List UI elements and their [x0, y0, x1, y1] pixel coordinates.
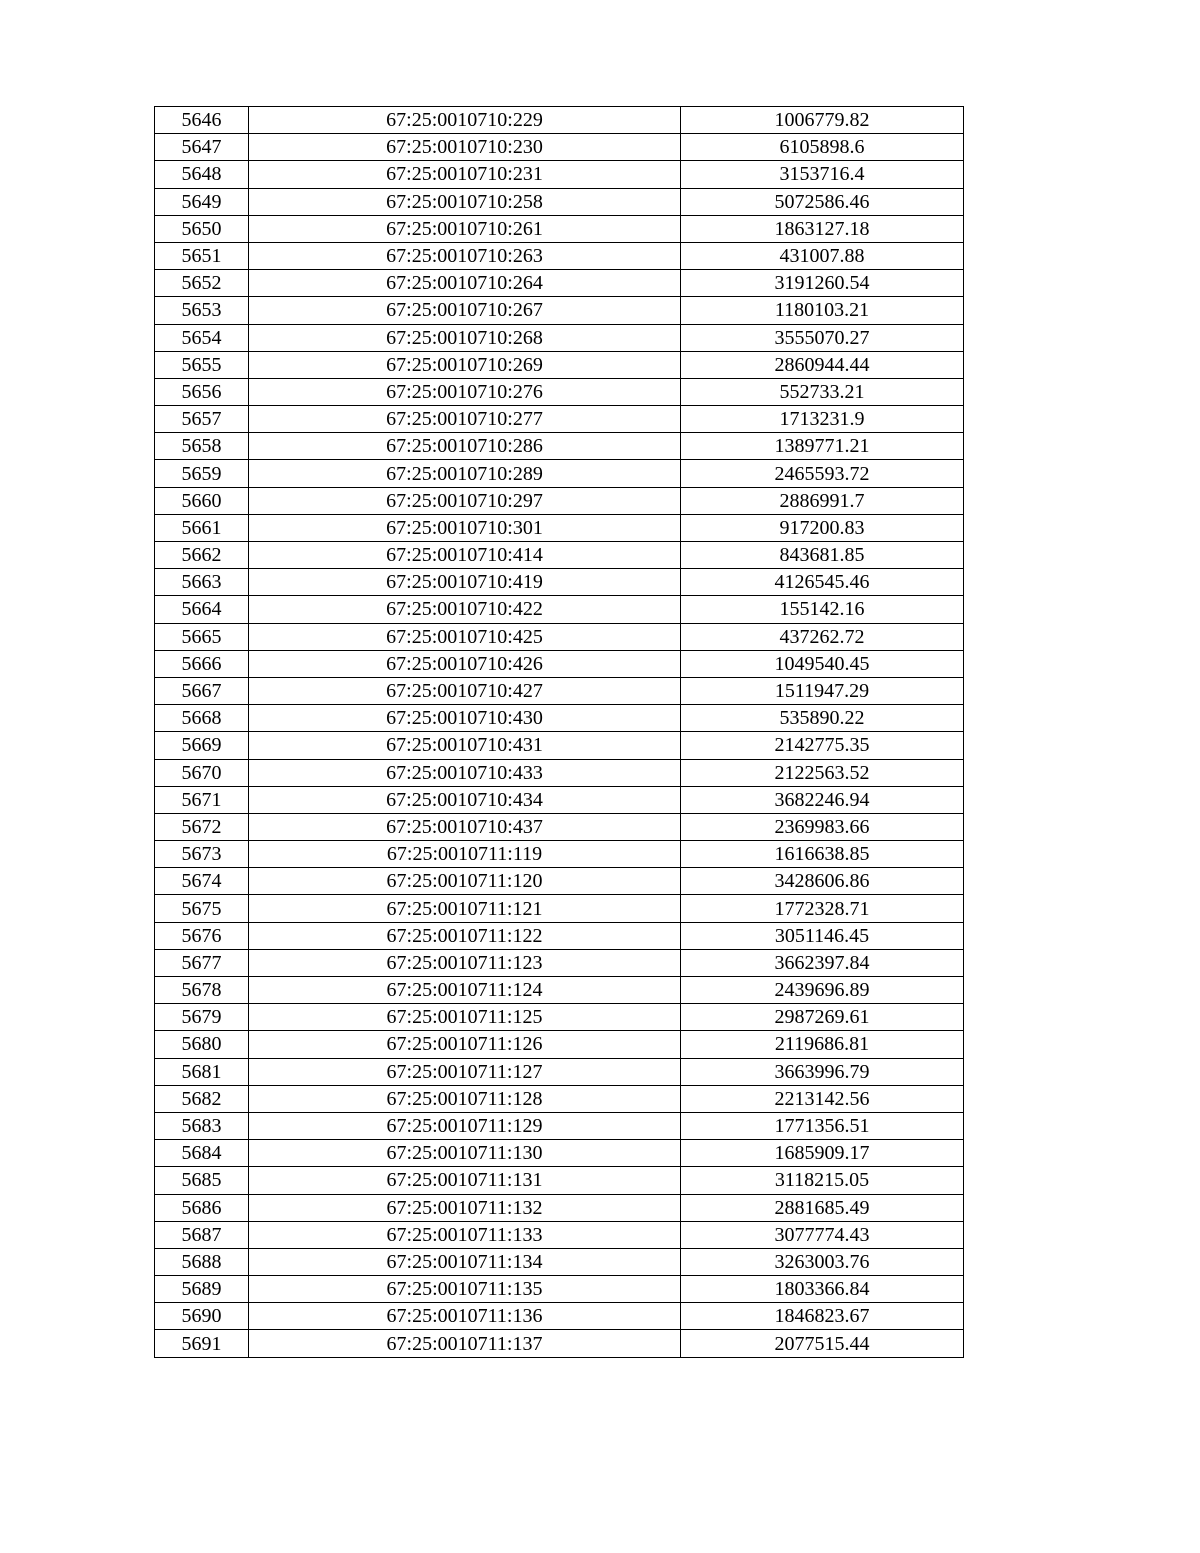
table-row	[155, 1085, 964, 1112]
cadastral-number-cell: 67:25:0010710:434	[249, 786, 681, 813]
cadastral-number-cell: 67:25:0010710:289	[249, 460, 681, 487]
row-number-cell: 5647	[155, 134, 249, 161]
row-number-cell: 5655	[155, 351, 249, 378]
value-cell: 3077774.43	[681, 1221, 964, 1248]
value-cell: 3191260.54	[681, 270, 964, 297]
cadastral-number-cell: 67:25:0010710:431	[249, 732, 681, 759]
value-cell: 3682246.94	[681, 786, 964, 813]
row-number-cell: 5661	[155, 514, 249, 541]
row-number-cell: 5674	[155, 868, 249, 895]
row-number-cell: 5684	[155, 1140, 249, 1167]
value-cell: 2860944.44	[681, 351, 964, 378]
row-number-cell: 5681	[155, 1058, 249, 1085]
cadastral-number-cell: 67:25:0010710:414	[249, 542, 681, 569]
value-cell: 3662397.84	[681, 949, 964, 976]
cadastral-number-cell: 67:25:0010711:123	[249, 949, 681, 976]
cadastral-number-cell: 67:25:0010710:419	[249, 569, 681, 596]
table-row	[155, 868, 964, 895]
value-cell: 1180103.21	[681, 297, 964, 324]
row-number-cell: 5688	[155, 1248, 249, 1275]
row-number-cell: 5667	[155, 677, 249, 704]
table-row	[155, 378, 964, 405]
table-row	[155, 542, 964, 569]
table-row	[155, 406, 964, 433]
table-row	[155, 351, 964, 378]
value-cell: 1006779.82	[681, 107, 964, 134]
cadastral-number-cell: 67:25:0010711:125	[249, 1004, 681, 1031]
row-number-cell: 5665	[155, 623, 249, 650]
value-cell: 1846823.67	[681, 1303, 964, 1330]
cadastral-number-cell: 67:25:0010711:122	[249, 922, 681, 949]
value-cell: 2142775.35	[681, 732, 964, 759]
cadastral-number-cell: 67:25:0010710:426	[249, 650, 681, 677]
table-row	[155, 324, 964, 351]
row-number-cell: 5678	[155, 977, 249, 1004]
value-cell: 2886991.7	[681, 487, 964, 514]
cadastral-number-cell: 67:25:0010710:269	[249, 351, 681, 378]
cadastral-number-cell: 67:25:0010710:230	[249, 134, 681, 161]
cadastral-number-cell: 67:25:0010711:129	[249, 1112, 681, 1139]
value-cell: 2369983.66	[681, 813, 964, 840]
table-row	[155, 270, 964, 297]
row-number-cell: 5682	[155, 1085, 249, 1112]
value-cell: 3118215.05	[681, 1167, 964, 1194]
table-row	[155, 895, 964, 922]
table-row	[155, 297, 964, 324]
value-cell: 3663996.79	[681, 1058, 964, 1085]
table-row	[155, 215, 964, 242]
table-row	[155, 677, 964, 704]
value-cell: 155142.16	[681, 596, 964, 623]
value-cell: 431007.88	[681, 242, 964, 269]
cadastral-number-cell: 67:25:0010710:258	[249, 188, 681, 215]
row-number-cell: 5649	[155, 188, 249, 215]
value-cell: 1803366.84	[681, 1276, 964, 1303]
value-cell: 2881685.49	[681, 1194, 964, 1221]
row-number-cell: 5671	[155, 786, 249, 813]
row-number-cell: 5666	[155, 650, 249, 677]
value-cell: 1389771.21	[681, 433, 964, 460]
row-number-cell: 5677	[155, 949, 249, 976]
row-number-cell: 5669	[155, 732, 249, 759]
table-row	[155, 433, 964, 460]
row-number-cell: 5680	[155, 1031, 249, 1058]
table-row	[155, 1194, 964, 1221]
table-row	[155, 786, 964, 813]
cadastral-number-cell: 67:25:0010710:261	[249, 215, 681, 242]
table-body	[155, 107, 964, 1358]
table-row	[155, 1330, 964, 1357]
table-row	[155, 596, 964, 623]
table-row	[155, 977, 964, 1004]
table-row	[155, 107, 964, 134]
row-number-cell: 5651	[155, 242, 249, 269]
table-row	[155, 949, 964, 976]
cadastral-number-cell: 67:25:0010710:263	[249, 242, 681, 269]
cadastral-number-cell: 67:25:0010710:437	[249, 813, 681, 840]
value-cell: 5072586.46	[681, 188, 964, 215]
cadastral-number-cell: 67:25:0010710:276	[249, 378, 681, 405]
table-row	[155, 487, 964, 514]
table-row	[155, 1031, 964, 1058]
cadastral-number-cell: 67:25:0010711:126	[249, 1031, 681, 1058]
cadastral-number-cell: 67:25:0010711:128	[249, 1085, 681, 1112]
row-number-cell: 5679	[155, 1004, 249, 1031]
table-row	[155, 514, 964, 541]
value-cell: 1049540.45	[681, 650, 964, 677]
value-cell: 3051146.45	[681, 922, 964, 949]
value-cell: 3263003.76	[681, 1248, 964, 1275]
table-row	[155, 841, 964, 868]
row-number-cell: 5654	[155, 324, 249, 351]
row-number-cell: 5659	[155, 460, 249, 487]
cadastral-number-cell: 67:25:0010711:120	[249, 868, 681, 895]
table-row	[155, 1058, 964, 1085]
cadastral-number-cell: 67:25:0010711:124	[249, 977, 681, 1004]
data-table	[154, 106, 964, 1358]
table-row	[155, 134, 964, 161]
cadastral-number-cell: 67:25:0010711:136	[249, 1303, 681, 1330]
cadastral-number-cell: 67:25:0010711:131	[249, 1167, 681, 1194]
value-cell: 437262.72	[681, 623, 964, 650]
cadastral-number-cell: 67:25:0010711:121	[249, 895, 681, 922]
cadastral-number-cell: 67:25:0010711:135	[249, 1276, 681, 1303]
cadastral-number-cell: 67:25:0010710:231	[249, 161, 681, 188]
table-row	[155, 922, 964, 949]
row-number-cell: 5653	[155, 297, 249, 324]
row-number-cell: 5672	[155, 813, 249, 840]
cadastral-number-cell: 67:25:0010710:422	[249, 596, 681, 623]
row-number-cell: 5648	[155, 161, 249, 188]
table-row	[155, 1112, 964, 1139]
row-number-cell: 5690	[155, 1303, 249, 1330]
value-cell: 3153716.4	[681, 161, 964, 188]
table-row	[155, 623, 964, 650]
cadastral-number-cell: 67:25:0010710:229	[249, 107, 681, 134]
cadastral-number-cell: 67:25:0010710:430	[249, 705, 681, 732]
value-cell: 2213142.56	[681, 1085, 964, 1112]
cadastral-number-cell: 67:25:0010711:127	[249, 1058, 681, 1085]
value-cell: 917200.83	[681, 514, 964, 541]
table-row	[155, 1167, 964, 1194]
value-cell: 843681.85	[681, 542, 964, 569]
row-number-cell: 5652	[155, 270, 249, 297]
row-number-cell: 5670	[155, 759, 249, 786]
row-number-cell: 5646	[155, 107, 249, 134]
cadastral-number-cell: 67:25:0010710:427	[249, 677, 681, 704]
value-cell: 2122563.52	[681, 759, 964, 786]
value-cell: 1511947.29	[681, 677, 964, 704]
value-cell: 4126545.46	[681, 569, 964, 596]
cadastral-number-cell: 67:25:0010710:277	[249, 406, 681, 433]
value-cell: 2465593.72	[681, 460, 964, 487]
row-number-cell: 5685	[155, 1167, 249, 1194]
row-number-cell: 5668	[155, 705, 249, 732]
table-row	[155, 705, 964, 732]
cadastral-number-cell: 67:25:0010710:264	[249, 270, 681, 297]
cadastral-number-cell: 67:25:0010711:134	[249, 1248, 681, 1275]
row-number-cell: 5662	[155, 542, 249, 569]
value-cell: 3428606.86	[681, 868, 964, 895]
cadastral-number-cell: 67:25:0010710:425	[249, 623, 681, 650]
table-row	[155, 1140, 964, 1167]
row-number-cell: 5657	[155, 406, 249, 433]
value-cell: 2439696.89	[681, 977, 964, 1004]
row-number-cell: 5683	[155, 1112, 249, 1139]
row-number-cell: 5689	[155, 1276, 249, 1303]
table-row	[155, 650, 964, 677]
value-cell: 1863127.18	[681, 215, 964, 242]
cadastral-number-cell: 67:25:0010711:137	[249, 1330, 681, 1357]
value-cell: 2077515.44	[681, 1330, 964, 1357]
table-row	[155, 1004, 964, 1031]
value-cell: 1713231.9	[681, 406, 964, 433]
value-cell: 2119686.81	[681, 1031, 964, 1058]
table-row	[155, 242, 964, 269]
row-number-cell: 5673	[155, 841, 249, 868]
row-number-cell: 5656	[155, 378, 249, 405]
cadastral-number-cell: 67:25:0010711:119	[249, 841, 681, 868]
cadastral-number-cell: 67:25:0010711:133	[249, 1221, 681, 1248]
row-number-cell: 5664	[155, 596, 249, 623]
table-row	[155, 1303, 964, 1330]
value-cell: 1771356.51	[681, 1112, 964, 1139]
row-number-cell: 5676	[155, 922, 249, 949]
table-row	[155, 1221, 964, 1248]
row-number-cell: 5658	[155, 433, 249, 460]
table-row	[155, 460, 964, 487]
table-row	[155, 569, 964, 596]
table-row	[155, 188, 964, 215]
value-cell: 1685909.17	[681, 1140, 964, 1167]
cadastral-number-cell: 67:25:0010710:267	[249, 297, 681, 324]
table-row	[155, 759, 964, 786]
value-cell: 1772328.71	[681, 895, 964, 922]
row-number-cell: 5687	[155, 1221, 249, 1248]
table-row	[155, 1276, 964, 1303]
table-row	[155, 1248, 964, 1275]
value-cell: 3555070.27	[681, 324, 964, 351]
row-number-cell: 5663	[155, 569, 249, 596]
row-number-cell: 5675	[155, 895, 249, 922]
value-cell: 1616638.85	[681, 841, 964, 868]
cadastral-number-cell: 67:25:0010710:301	[249, 514, 681, 541]
cadastral-number-cell: 67:25:0010711:132	[249, 1194, 681, 1221]
cadastral-number-cell: 67:25:0010710:286	[249, 433, 681, 460]
table-row	[155, 161, 964, 188]
row-number-cell: 5660	[155, 487, 249, 514]
cadastral-number-cell: 67:25:0010710:268	[249, 324, 681, 351]
row-number-cell: 5691	[155, 1330, 249, 1357]
value-cell: 2987269.61	[681, 1004, 964, 1031]
table-row	[155, 732, 964, 759]
value-cell: 6105898.6	[681, 134, 964, 161]
cadastral-number-cell: 67:25:0010710:297	[249, 487, 681, 514]
row-number-cell: 5686	[155, 1194, 249, 1221]
value-cell: 552733.21	[681, 378, 964, 405]
table-row	[155, 813, 964, 840]
row-number-cell: 5650	[155, 215, 249, 242]
value-cell: 535890.22	[681, 705, 964, 732]
cadastral-number-cell: 67:25:0010711:130	[249, 1140, 681, 1167]
cadastral-number-cell: 67:25:0010710:433	[249, 759, 681, 786]
